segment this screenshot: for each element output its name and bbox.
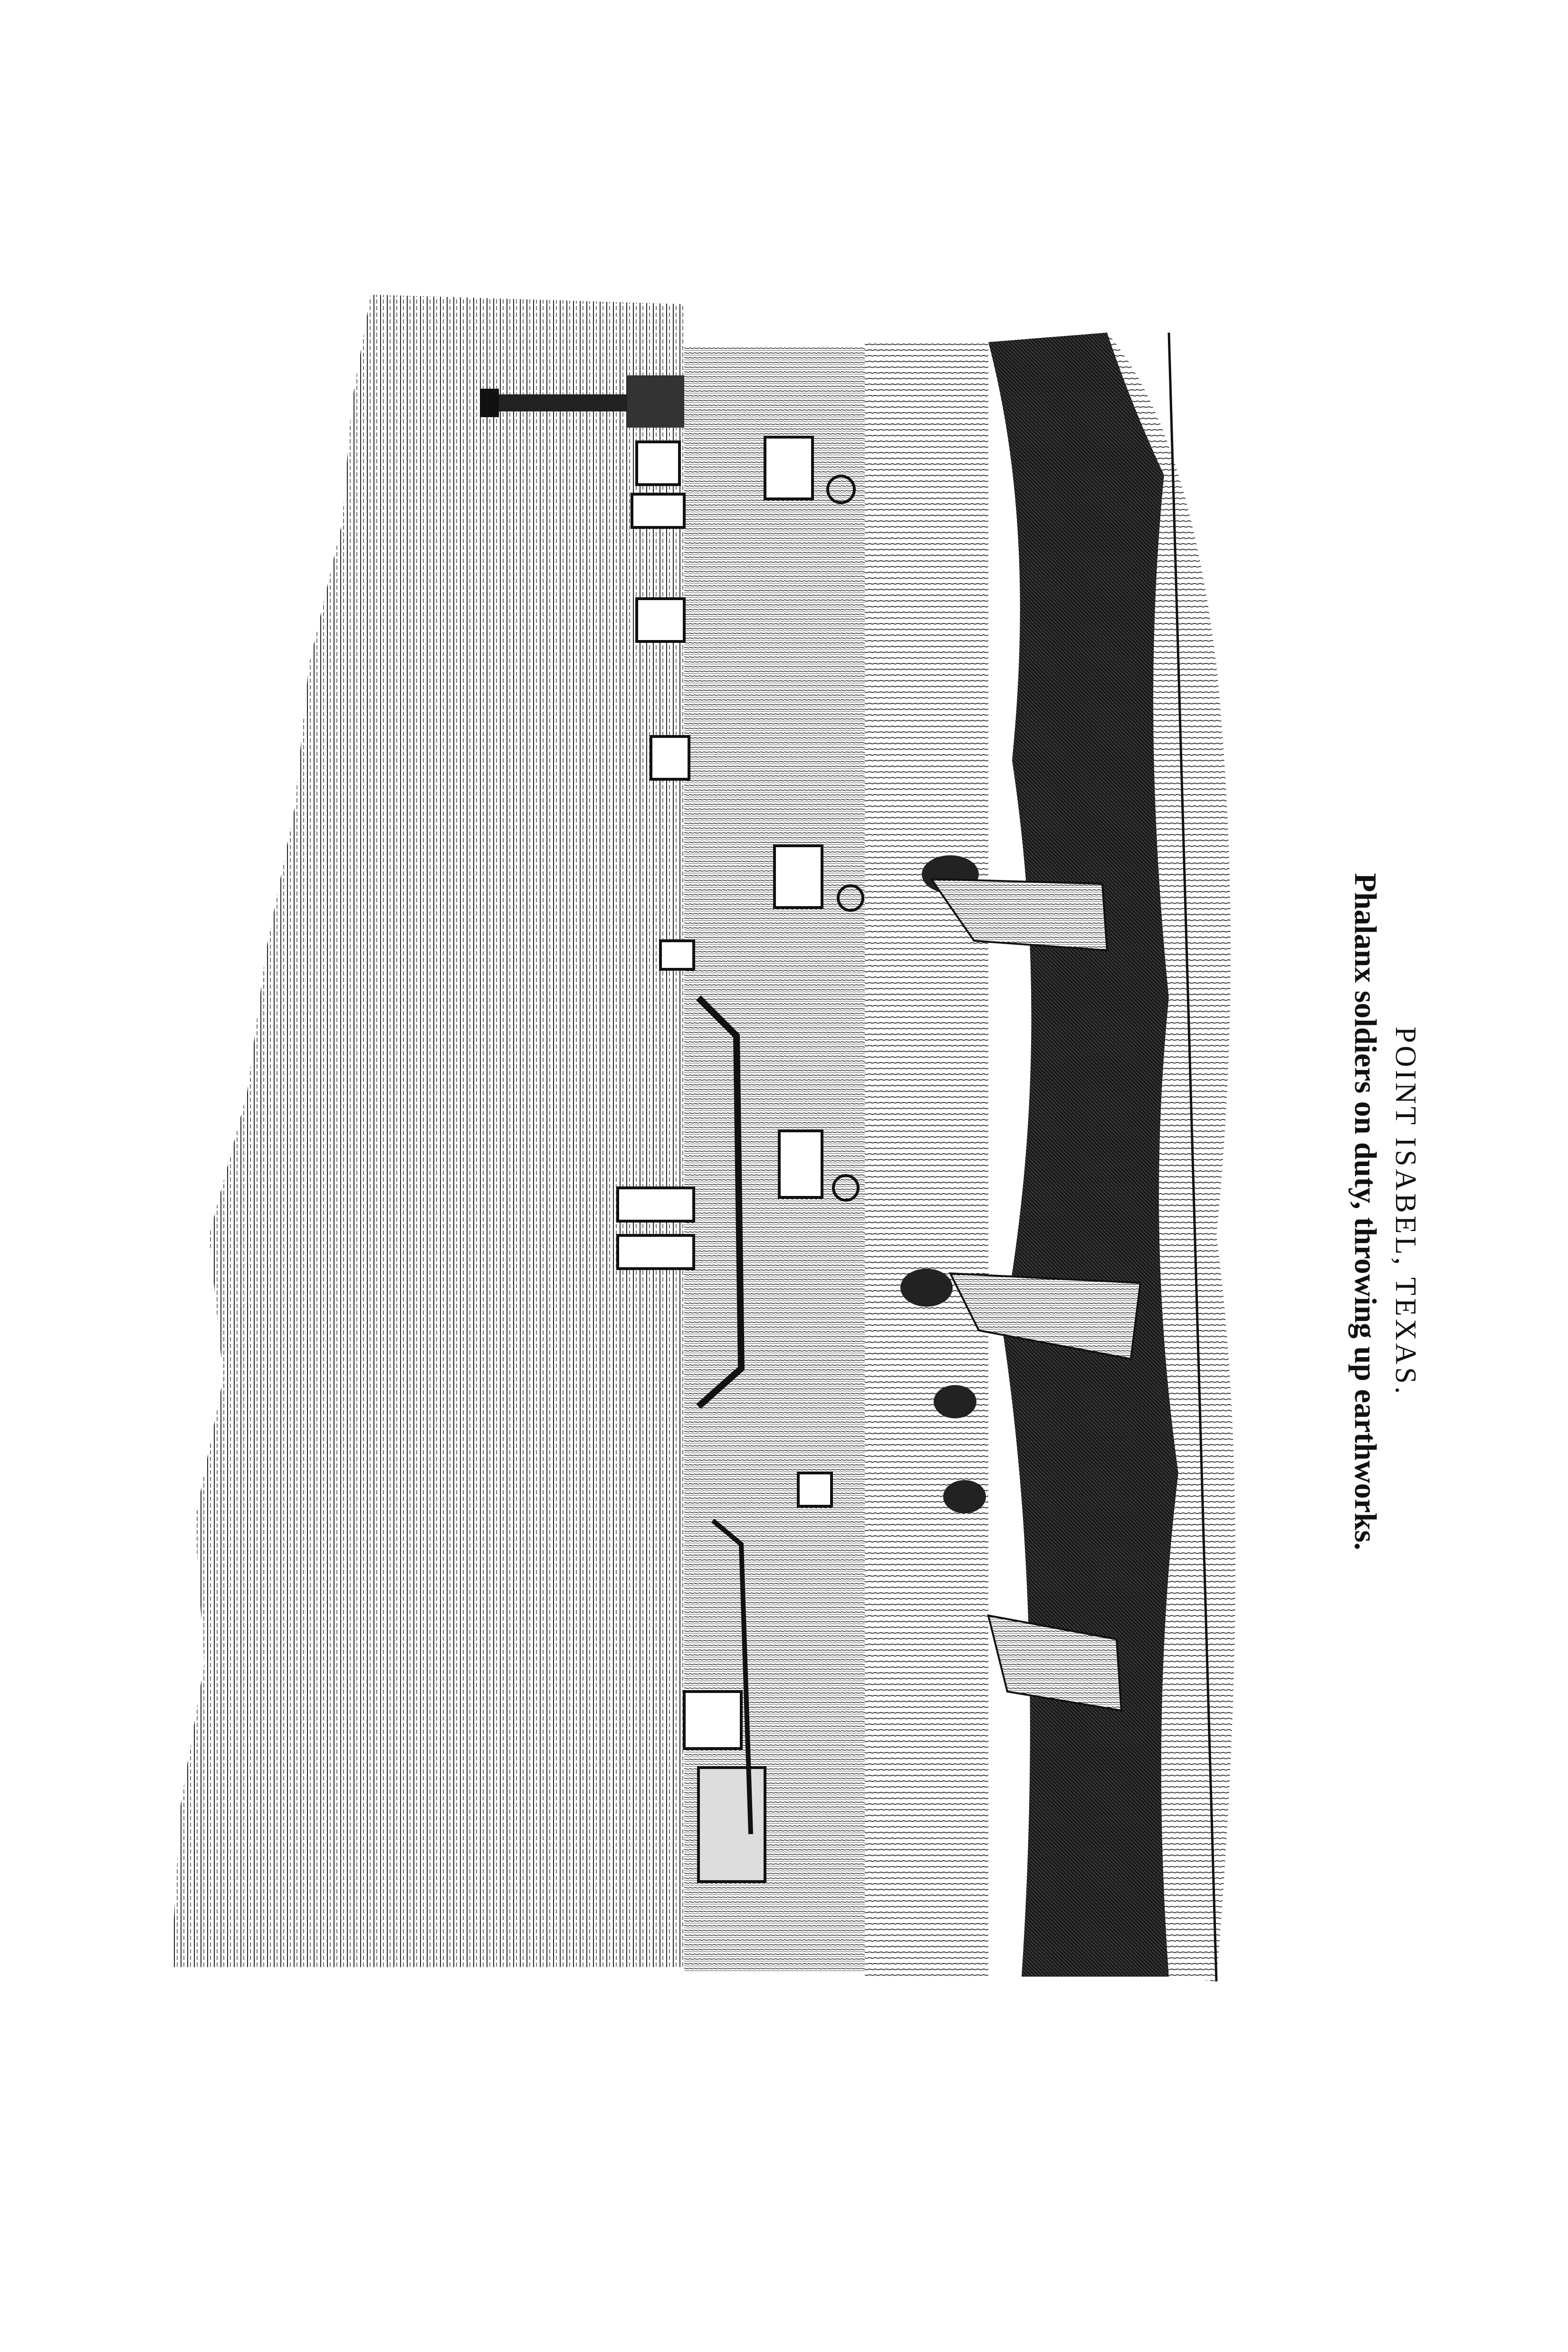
middle-ground — [865, 342, 988, 1977]
sky — [171, 295, 684, 1967]
earthworks-mound — [988, 333, 1178, 1977]
caption-title: POINT ISABEL, TEXAS. — [1389, 1026, 1422, 1397]
caption-subtitle: Phalanx soldiers on duty, throwing up earthworks. — [1348, 873, 1383, 1550]
